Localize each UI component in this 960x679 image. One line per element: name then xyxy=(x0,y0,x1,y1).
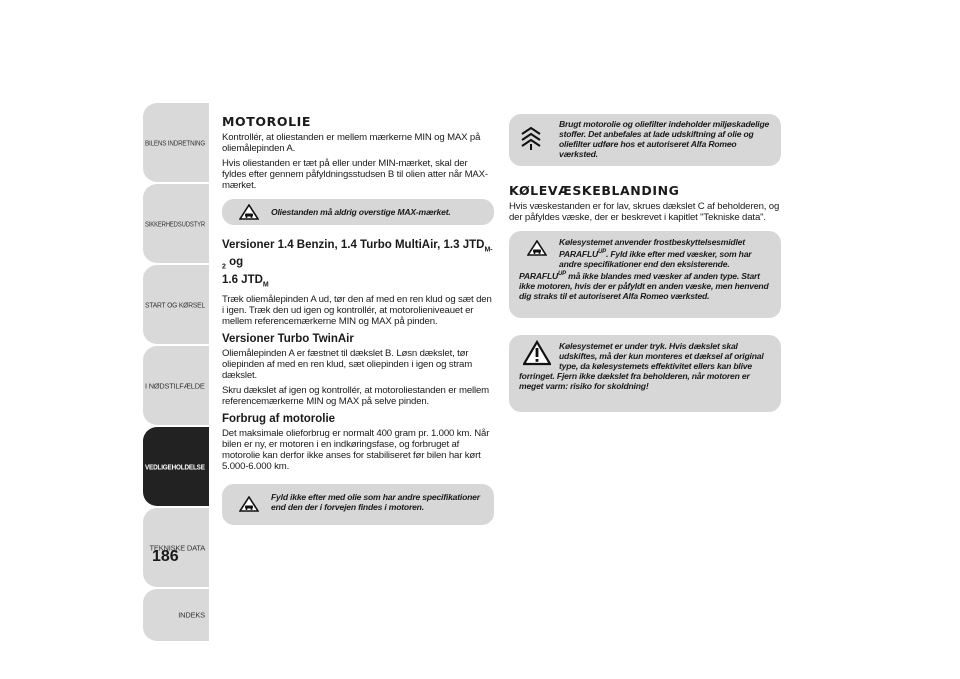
caution-note xyxy=(509,231,781,318)
caution-note xyxy=(222,484,494,525)
note-text-part: Kølesystemet er under tryk. Hvis dækslet skal udskiftes, må der kun monteres et dæksel af original type, da kølesystemets effektivitet ellers kan blive forringet. Fjern ikke dækslet fra beholderen, når motoren er meget varm: risiko for skoldning! xyxy=(519,341,764,391)
tab-label: I NØDSTILFÆLDE xyxy=(145,381,205,390)
note-text-part: Kølesystemet anvender frostbeskyttelsesmidlet PARAFLU xyxy=(559,237,745,259)
note-text: Brugt motorolie og oliefilter indeholder miljøskadelige stoffer. Det anbefales at lade udskiftning af olie og oliefilter udføre hos et autoriseret Alfa Romeo værksted. xyxy=(559,119,770,159)
environment-note xyxy=(509,114,781,166)
subheading-text: Versioner 1.4 Benzin, 1.4 Turbo MultiAir, 1.3 JTD xyxy=(222,239,485,251)
paragraph: Hvis væskestanden er for lav, skrues dækslet C af beholderen, og der påfyldes væske, der er beskrevet i kapitlet "Tekniske data". xyxy=(509,201,780,223)
note-text: Oliestanden må aldrig overstige MAX-mærket. xyxy=(271,207,451,217)
tab-sikkerhedsudstyr[interactable] xyxy=(143,184,209,263)
subscript: M-2 xyxy=(222,246,493,271)
subscript: M xyxy=(262,280,269,288)
subheading-turbo-twinair: Versioner Turbo TwinAir xyxy=(222,332,354,345)
tab-label: VEDLIGEHOLDELSE xyxy=(145,462,205,471)
tab-label: TEKNISKE DATA xyxy=(149,543,205,552)
subheading-text: 1.6 JTD xyxy=(222,273,263,286)
caution-note xyxy=(222,199,494,225)
environment-icon xyxy=(519,125,543,153)
note-text-part: må ikke blandes med væsker af anden type. Start ikke motoren, hvis der er påfyldt en anden væske, men henvend dig straks til et autoriseret Alfa Romeo værksted. xyxy=(519,270,769,301)
note-text-part: . Fyld ikke efter med væsker, som har andre specifikationer end den eksisterende. PARAFLU xyxy=(519,248,752,281)
note-text xyxy=(519,237,771,301)
tab-i-nodstilfaelde[interactable] xyxy=(143,346,209,425)
tab-label: START OG KØRSEL xyxy=(144,300,205,309)
note-text: Fyld ikke efter med olie som har andre specifikationer end den der i forvejen findes i motoren. xyxy=(271,491,480,512)
paragraph: Kontrollér, at oliestanden er mellem mærkerne MIN og MAX på oliemålepinden A. xyxy=(222,132,481,154)
caution-car-icon xyxy=(527,240,547,258)
warning-note xyxy=(509,335,781,412)
left-column xyxy=(222,114,494,533)
page-number: 186 xyxy=(152,548,179,565)
paragraph: Træk oliemålepinden A ud, tør den af med en ren klud og sæt den i igen. Træk den ud igen og kontrollér, at motorolieniveauet er mellem referencemærkerne MIN og MAX på pinden. xyxy=(222,293,492,327)
note-text xyxy=(519,341,771,391)
caution-car-icon xyxy=(239,204,259,222)
tab-label: BILENS INDRETNING xyxy=(144,138,205,147)
warning-icon xyxy=(523,340,551,368)
tab-indeks[interactable] xyxy=(143,589,209,641)
subheading-versions xyxy=(222,239,494,291)
paragraph: Skru dækslet af igen og kontrollér, at motoroliestanden er mellem referencemærkerne MIN og MAX på selve pinden. xyxy=(222,384,490,407)
paragraph: Det maksimale olieforbrug er normalt 400 gram pr. 1.000 km. Når bilen er ny, er motoren i en indkøringsfase, og forbruget af motorolie kan derfor ikke anses for stabiliseret før bilen har kørt 5.000-6.000 km. xyxy=(222,427,490,472)
paragraph: Oliemålepinden A er fæstnet til dækslet B. Løsn dækslet, tør oliepinden af med en ren klud, sæt oliepinden i igen og stram dækslet. xyxy=(222,347,473,381)
tab-label: SIKKERHEDSUDSTYR xyxy=(145,219,205,228)
subheading-forbrug: Forbrug af motorolie xyxy=(222,412,336,425)
superscript: UP xyxy=(598,249,606,255)
tab-bilens-indretning[interactable] xyxy=(143,103,209,182)
section-heading-kolevaeske: KØLEVÆSKEBLANDING xyxy=(509,183,680,198)
tab-start-og-korsel[interactable] xyxy=(143,265,209,344)
subheading-text: og xyxy=(225,256,244,269)
caution-car-icon xyxy=(239,496,259,514)
tab-label: INDEKS xyxy=(178,610,205,620)
superscript: UP xyxy=(558,270,566,277)
paragraph: Hvis oliestanden er tæt på eller under MIN-mærket, skal der fyldes efter gennem påfyldningsstudsen B til olien atter når MAX-mærket. xyxy=(222,158,488,191)
section-heading-motorolie: MOTOROLIE xyxy=(222,114,312,129)
right-column xyxy=(509,114,781,420)
tab-vedligeholdelse[interactable] xyxy=(143,427,209,506)
